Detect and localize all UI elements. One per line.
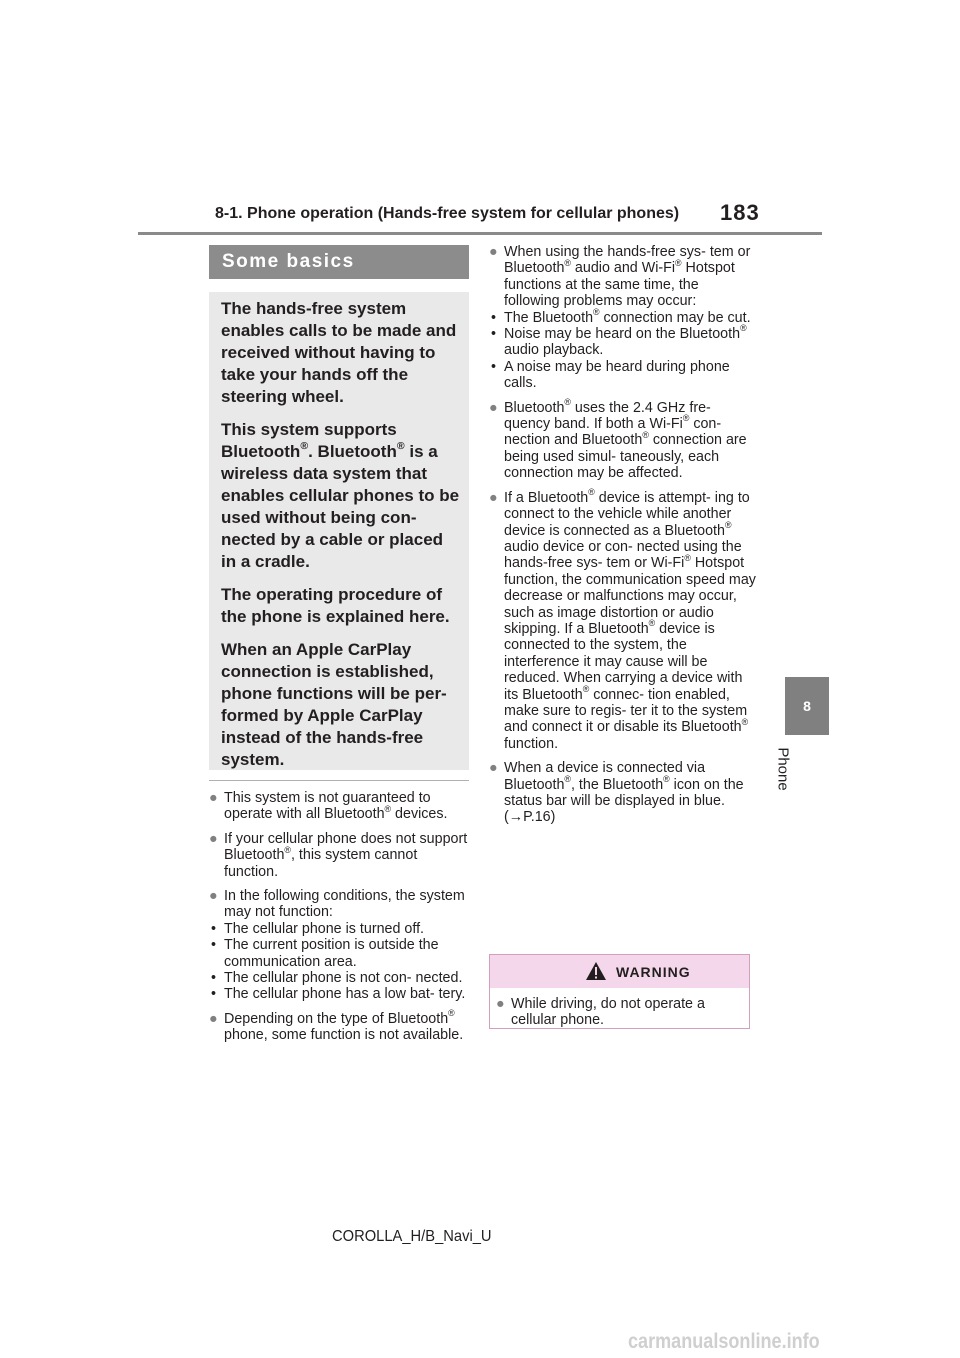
note-item: ● In the following conditions, the system may not function: • The cellular phone is turned off. • The current position is outside the communication area. • The cellular phone is not con- nected. • The cellular phone has a low bat- tery. [209,888,471,1003]
registered-mark: ® [396,440,405,453]
bullet-icon: ● [489,399,498,416]
intro-divider [209,780,469,781]
chapter-number: 8 [803,698,811,714]
page-reference-link[interactable]: P.16) [523,809,556,826]
bullet-icon: ● [209,790,218,806]
bullet-icon: ● [209,1010,218,1027]
sub-list-item: • Noise may be heard on the Bluetooth® audio playback. [491,323,747,359]
sub-list-item: • The current position is outside the communication area. [211,937,439,970]
intro-paragraph: The hands-free system enables calls to be made and received without having to take your hands off the steering wheel. [221,299,457,406]
chapter-tab[interactable] [785,677,829,735]
section-header-title: 8-1. Phone operation (Hands-free system for cellular phones) [215,205,680,222]
warning-box [489,954,750,1029]
left-notes-column [209,790,471,1052]
warning-item: ● While driving, do not operate a cellular phone. [496,996,705,1029]
note-item: ● Depending on the type of Bluetooth® phone, some function is not available. [209,1008,464,1044]
note-item: ● When a device is connected via Bluetooth®, the Bluetooth® icon on the status bar will be displayed in blue. (→P.16) [489,760,744,826]
chapter-side-label [768,744,798,794]
sub-list-item: • The cellular phone is not con- nected. [211,970,463,987]
section-title-bar [209,245,469,279]
header-divider [138,232,822,235]
note-item: ● When using the hands-free sys- tem or Bluetooth® audio and Wi-Fi® Hotspot functions at the same time, the following problems may occur: • The Bluetooth® connection may be cut. • Noise may be heard on the Bluetooth® audio playback. • A noise may be heard during phone calls. [489,244,757,392]
footer-model-code: COROLLA_H/B_Navi_U [332,1228,492,1245]
sub-list-item: • The cellular phone has a low bat- tery. [211,986,466,1003]
bullet-icon: ● [496,996,505,1012]
chapter-label: Phone [774,747,792,791]
bullet-icon: ● [489,489,498,506]
note-item: ● If a Bluetooth® device is attempt- ing to connect to the vehicle while another device is connected as a Bluetooth® audio device or con- nected using the hands-free sys- tem or Wi-Fi® Hotspot function, the communication speed may decrease or malfunctions may occur, such as image distortion or audio skipping. If a Bluetooth® device is connected to the system, the interference it may cause will be reduced. When carrying a device with its Bluetooth® connec- tion enabled, make sure to regis- ter it to the system and connect it or disable its Bluetooth® function. [489,487,756,752]
page-number: 183 [720,200,760,225]
note-item: ● If your cellular phone does not support Bluetooth®, this system cannot function. [209,830,468,880]
bullet-icon: ● [489,244,498,260]
warning-header [490,955,749,988]
watermark-text: carmanualsonline.info [628,1330,820,1353]
sub-list-item: • The cellular phone is turned off. [211,920,425,937]
bullet-icon: ● [209,830,218,847]
intro-paragraph: The operating procedure of the phone is explained here. [221,585,450,626]
warning-title: WARNING [616,964,691,980]
arrow-icon: → [508,809,524,826]
warning-triangle-icon [585,961,607,981]
warning-body [490,988,749,1029]
registered-mark: ® [300,440,309,453]
bullet-icon: ● [209,888,218,905]
intro-paragraph: This system supports Bluetooth®. Bluetooth® is a wireless data system that enables cellular phones to be used without being con- nected by a cable or placed in a cradle. [221,420,460,571]
section-title: Some basics [222,251,355,272]
sub-list-item: • A noise may be heard during phone calls. [491,358,730,392]
intro-box [209,292,469,770]
note-item: ● Bluetooth® uses the 2.4 GHz fre- quency band. If both a Wi-Fi® con- nection and Bluetooth® connection are being used simul- taneously, each connection may be affected. [489,397,747,482]
intro-paragraph: When an Apple CarPlay connection is established, phone functions will be per- formed by Apple CarPlay instead of the hands-free system. [221,640,447,769]
bullet-icon: ● [489,760,498,777]
right-notes-column [489,244,757,834]
note-item: ● This system is not guaranteed to operate with all Bluetooth® devices. [209,790,448,823]
sub-list-item: • The Bluetooth® connection may be cut. [491,306,751,326]
